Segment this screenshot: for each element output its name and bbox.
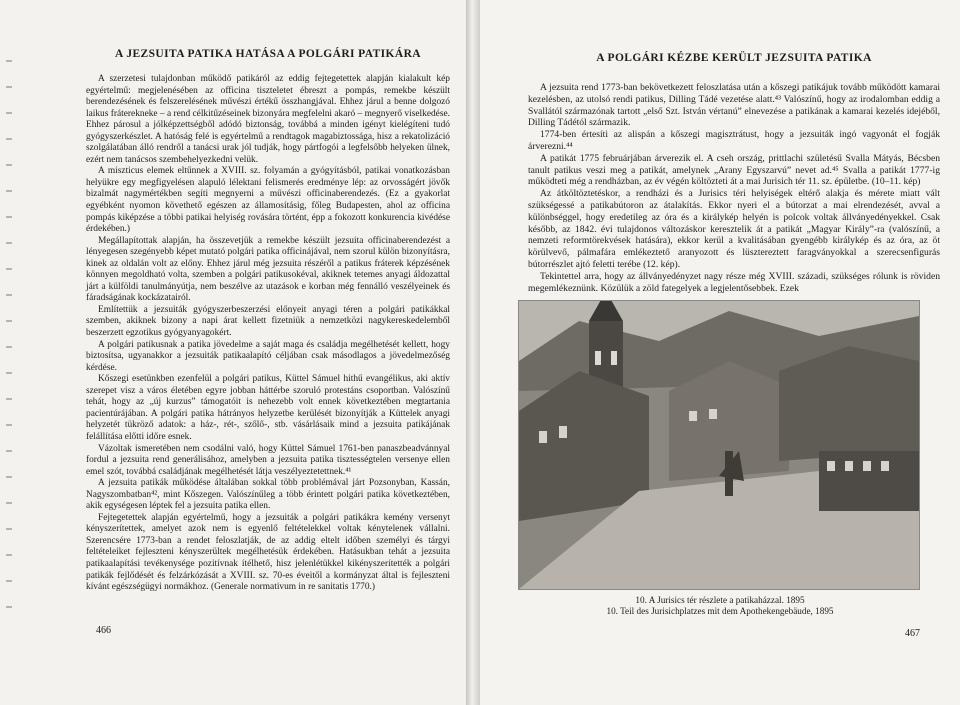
paragraph: 1774-ben értesíti az alispán a kőszegi magisztrátust, hogy a jezsuiták ingó vagyonát el fogják árverezni.⁴⁴ bbox=[528, 129, 940, 152]
left-page bbox=[0, 0, 472, 705]
right-page-number: 467 bbox=[905, 628, 920, 639]
town-square-photo bbox=[518, 300, 920, 590]
paragraph: Fejtegetettek alapján egyértelmű, hogy a jezsuiták a polgári patikákra kemény versenyt kényszerítettek, amelyet azok nem is egyenlő feltételekkel voltak kénytelenek vállalni. Szerencsére 1773-ban a rendet feloszlatják, de az addig eltelt időben személyi és tárgyi feltételeiket fejleszteni kényszerültek megélhetésük érdekében. Hatásukban tehát a jezsuita patikaalapítási tevékenysége pozitívnak ítélhető, hisz jelenlétükkel kikényszerítették a polgári patikák fejlődését és felzárkózását a XVIII. sz. 70-es éveitől a kormányzat által is fejleszteni kívánt egészségügyi normákhoz. (Generale normativum in re sanitatis 1770.) bbox=[86, 512, 450, 593]
paragraph: Vázoltak ismeretében nem csodálni való, hogy Küttel Sámuel 1761-ben panaszbeadvánnyal fordul a jezsuita rend generálisához, amelyben a jezsuita patika tisztességtelen versenye ellen emel szót, továbbá családjának megélhetését látja veszélyeztetettnek.⁴¹ bbox=[86, 443, 450, 477]
left-body-text bbox=[86, 74, 450, 594]
right-running-head: A POLGÁRI KÉZBE KERÜLT JEZSUITA PATIKA bbox=[596, 52, 872, 64]
left-page-number: 466 bbox=[96, 625, 111, 636]
paragraph: A jezsuita rend 1773-ban bekövetkezett feloszlatása után a kőszegi patikájuk tovább működött kamarai kezelésben, az utolsó rendi patikus, Dilling Tádé vezetése alatt.⁴³ Valószínű, hogy az irodalomban eddig a Svallától származónak tartott „első Szt. István vértanú” elnevezése a patikának a kamarai kezelés idejéből, Dilling Tádétól származik. bbox=[528, 82, 940, 129]
paragraph: Kőszegi esetünkben ezenfelül a polgári patikus, Küttel Sámuel hithű evangélikus, aki aktív szerepet visz a város életében egyre jobban háttérbe szoruló protestáns csoportban. Valószínű tehát, hogy az „új kurzus” támogatóit is nehezebb volt ennek következtében megtartania pacientúrájában. A polgári patika hátrányos helyzetbe kerülését bizonyítják a Küttelek anyagi helyzetét tükröző adatok: a ház-, rét-, szőlő-, stb. vásárlásaik mind a jezsuita patikájának felállítása előtti időre esnek. bbox=[86, 374, 450, 442]
photo-caption-german: 10. Teil des Jurisichplatzes mit dem Apothekengebäude, 1895 bbox=[606, 606, 834, 616]
paragraph: A patikát 1775 februárjában árverezik el. A cseh ország, prittlachi születésű Svalla Mátyás, Bécsben tanult patikus veszi meg a patikát, amelynek „Arany Egyszarvú” nevet ad.⁴⁵ Svalla a patikát 1777-ig működteti még a rendházban, az év végén költözteti át a mai Jurisich tér 11. sz. épületbe. (10–11. kép) bbox=[528, 152, 940, 188]
paragraph: Az átköltöztetéskor, a rendházi és a Jurisics téri helyiségek eltérő alakja és mérete miatt vált szükségessé a patikabútoron az átalakítás. Ekkor nyeri el a bútorzat a mai elrendezését, avval a különbséggel, hogy eredetileg az óra és a királykép helyén is polcok voltak állványedényekkel. Csak később, az 1842. évi tulajdonos változáskor keresztelik át a patikát „Magyar Király”-ra (valószínű, a nemzeti reformtörekvések hatására), ekkor kerül a kvalitásában gyengébb királykép és az óra, az öt körülvevő, pálmafára emlékeztető aranyozott és lüsztereztett faragványokkal a szerecsenfigurás bútorrészlet ajtó feletti terébe (12. kép). bbox=[528, 188, 940, 270]
paragraph: A szerzetesi tulajdonban működő patikáról az eddig fejtegetettek alapján kialakult kép egyértelmű: megjelenésében az officina tiszteletet ébreszt a pompás, remekbe készült berendezésének és felszerelésének művészi értékű összhangjával. Ehhez járul a benne dolgozó laikus fráterekneke – a rend célkitűzéseinek bizonyára megfelelni akaró – megnyerő viselkedése. Ehhez párosul a jólképzettségből adódó biztonság, továbbá a minden igényt kielégíteni tudó gyógyszerkészlet. A hatóság felé is egyértelmű a rendtagok magabiztossága, hisz a rekatolizáció szolgálatában álló rendről a tanácsi urak jól tudják, hogy pártfogói a legfelsőbb helyeken ülnek, ezért nem tanácsos szembehelyezkedni velük. bbox=[86, 74, 450, 165]
paragraph: A jezsuita patikák működése általában sokkal több problémával járt Pozsonyban, Kassán, Nagyszombatban⁴², mint Kőszegen. Valószínűleg a több érintett polgári patika következtében, akik egységesen léptek fel a jezsuita patika ellen. bbox=[86, 478, 450, 512]
photo-illustration bbox=[519, 301, 919, 589]
binding-marks bbox=[6, 60, 12, 620]
paragraph: Megállapítottak alapján, ha összevetjük a remekbe készült jezsuita officinaberendezést a lényegesen szegényebb képet mutató polgári patika officinájával, nem szorul külön bizonyításra, kinek az oldalán volt az előny. Ehhez járul még jezsuita részéről a patikus fráterek képzésének könnyen megoldható volta, szemben a polgári patikusokéval, akiknek tetemes anyagi áldozattal járt a külföldi tanulmányútja, nem beszélve az utazások e korban még fennálló veszélyeinek és fáradságának kockázatairól. bbox=[86, 235, 450, 304]
paragraph: A miszticus elemek eltűnnek a XVIII. sz. folyamán a gyógyításból, patikai vonatkozásban helyükre egy megfigyelésen alapuló lélektani felismerés eredménye lép: az orvosságért jövők bizalmát nagymértékben segíti megnyerni a művészi officinaberendezés. (Ez a gyakorlat egyébként nyomon követhető egészen az államosításig, főleg Budapesten, ahol az officina pompás kiképzése a többi patikai helyiség rovására történt, épp a fokozott konkurencia kivédése érdekében.) bbox=[86, 166, 450, 235]
left-running-head: A JEZSUITA PATIKA HATÁSA A POLGÁRI PATIKÁRA bbox=[114, 48, 422, 60]
right-page bbox=[480, 0, 960, 705]
photo-caption-hungarian: 10. A Jurisics tér részlete a patikaházzal. 1895 bbox=[635, 595, 805, 605]
paragraph: Tekintettel arra, hogy az állványedényzet nagy része még XVIII. századi, szükséges rólunk is röviden megemlékeznünk. Közülük a zöld fategelyek a legjelentősebbek. Ezek bbox=[528, 270, 940, 294]
paragraph: A polgári patikusnak a patika jövedelme a saját maga és családja megélhetését kellett, hogy biztosítsa, ugyanakkor a jezsuiták patikaalapító céljában csak másodlagos a jövedelmezőség kérdése. bbox=[86, 339, 450, 373]
paragraph: Említettük a jezsuiták gyógyszerbeszerzési előnyeit anyagi téren a polgári patikákkal szemben, akiknek bizony a napi árat kellett fizetniük a nemzetközi nagykereskedelemből beszerzett egzotikus gyógyanyagokért. bbox=[86, 304, 450, 339]
right-body-text bbox=[528, 82, 940, 294]
